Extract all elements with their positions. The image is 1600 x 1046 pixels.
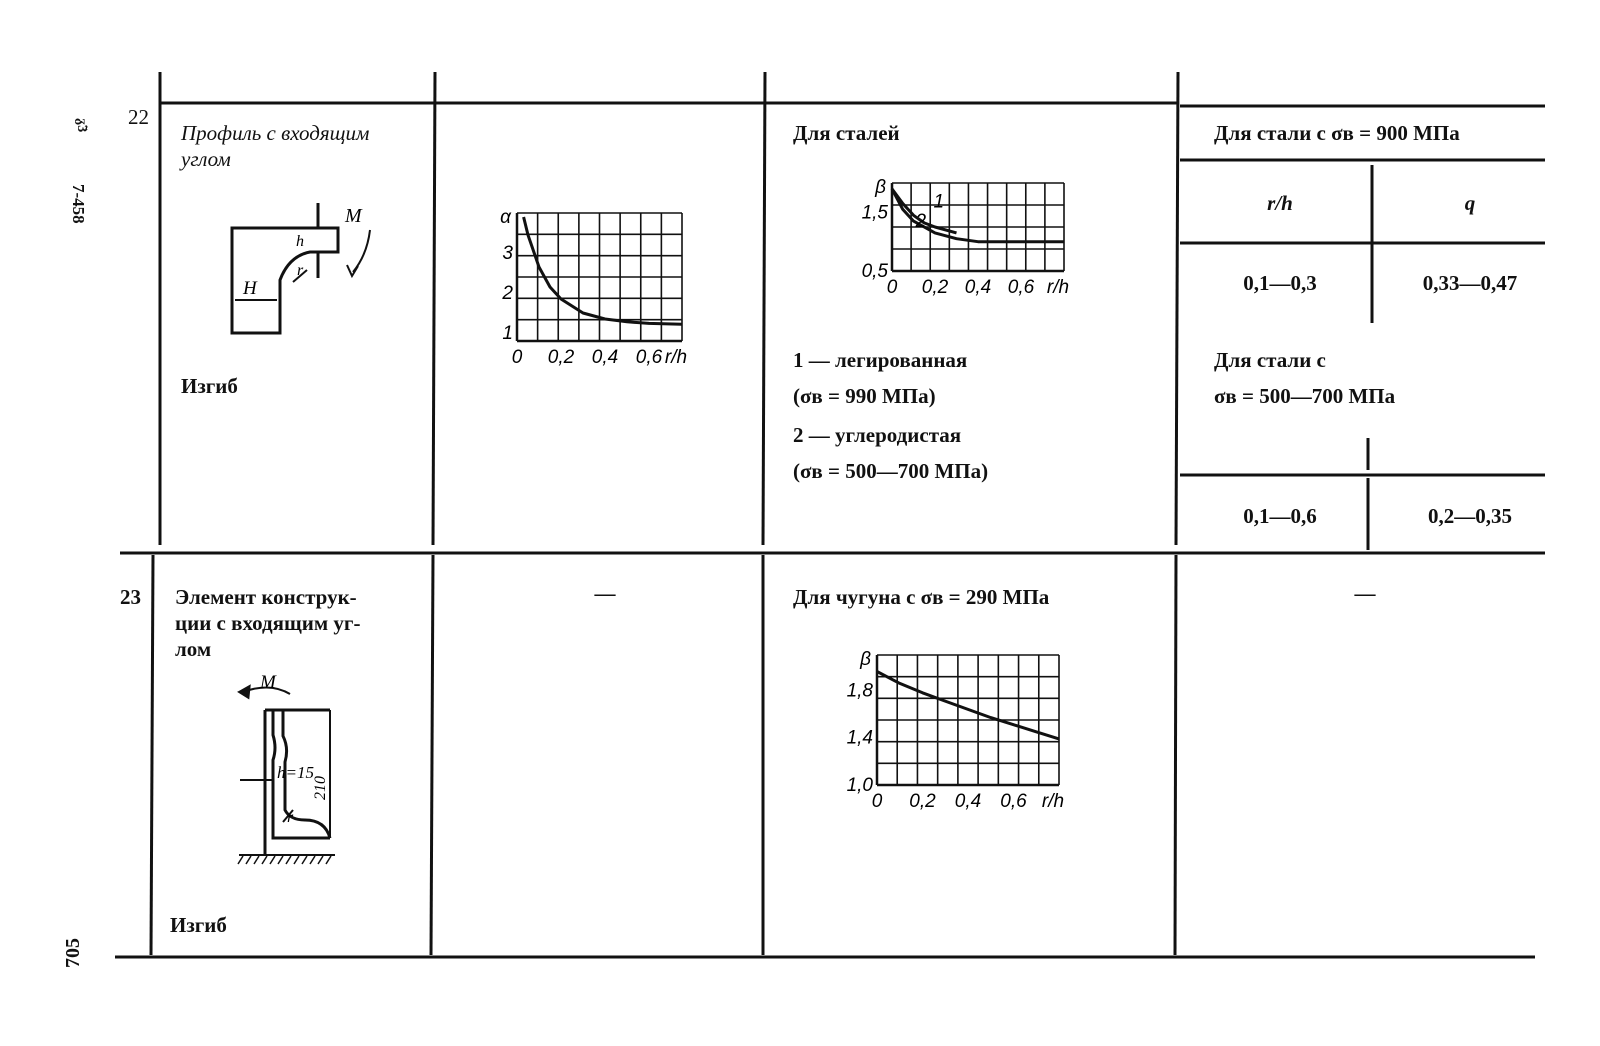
table1-cell-q: 0,33—0,47	[1422, 271, 1518, 295]
col4-dash: —	[1354, 581, 1376, 605]
element-title-cont: ции с входящим уг-	[175, 611, 361, 635]
series-label: 2	[915, 211, 927, 233]
legend-2: 2 — углеродистая	[793, 423, 962, 447]
figure-label-dim: 210	[312, 776, 329, 800]
figure-label-r: r	[287, 809, 294, 826]
x-tick-label: 0,6	[1000, 791, 1027, 812]
element-title: Элемент конструк-	[175, 585, 357, 609]
table1-cell-rh: 0,1—0,3	[1243, 271, 1317, 295]
profile-figure	[225, 200, 405, 350]
x-tick-label: 0,6	[1007, 277, 1035, 298]
x-tick-label: 0,4	[964, 277, 992, 298]
x-tick-label: 0	[871, 791, 883, 812]
chart-beta-steel	[861, 175, 1100, 305]
y-tick-label: 1	[502, 323, 513, 344]
figure-label-h: h=15	[277, 763, 314, 782]
figure-label-big-h: H	[243, 278, 257, 299]
y-tick-label: 2	[502, 283, 513, 304]
x-tick-label: 0	[886, 277, 898, 298]
y-tick-label: 1,4	[846, 727, 873, 749]
figure-label-r: r	[297, 262, 304, 279]
steel-heading: Для сталей	[793, 121, 900, 145]
row-number: 22	[128, 105, 149, 129]
x-tick-label: 0,4	[591, 347, 619, 368]
y-tick-label: 0,5	[861, 261, 888, 282]
steel-500-heading-cont: σв = 500—700 МПа	[1214, 384, 1396, 408]
y-tick-label: 1,5	[861, 202, 888, 224]
series-line-1	[877, 672, 1059, 739]
x-tick-label: 0,6	[635, 347, 663, 368]
col2-dash: —	[594, 581, 616, 605]
element-title: Профиль с входящим	[181, 121, 370, 145]
series-label: 1	[933, 191, 945, 213]
cast-iron-heading: Для чугуна с σв = 290 МПа	[793, 585, 1050, 609]
steel-500-heading: Для стали с	[1214, 348, 1326, 372]
table2-cell-q: 0,2—0,35	[1428, 504, 1512, 528]
y-axis-label: β	[875, 177, 886, 198]
y-tick-label: 1,8	[846, 680, 873, 702]
x-tick-label: 0,2	[547, 347, 575, 368]
table2-cell-rh: 0,1—0,6	[1243, 504, 1317, 528]
x-axis-label: r/h	[664, 347, 688, 368]
chart-beta-cast-iron	[846, 649, 1085, 830]
chart-alpha	[495, 205, 725, 385]
page-number: 705	[62, 938, 84, 968]
load-type: Изгиб	[170, 913, 227, 937]
figure-label-h: h	[296, 233, 304, 250]
legend-2-sub: (σв = 500—700 МПа)	[793, 459, 989, 483]
margin-mark: ᵹ̃3	[74, 118, 89, 133]
steel-900-heading: Для стали с σв = 900 МПа	[1214, 121, 1460, 145]
x-axis-label: r/h	[1041, 791, 1065, 812]
doc-number: 7-458	[69, 184, 88, 224]
x-tick-label: 0,2	[909, 791, 936, 812]
element-title-cont: углом	[181, 147, 231, 171]
y-axis-label: β	[860, 649, 871, 670]
series-line-1	[524, 217, 682, 324]
x-axis-label: r/h	[1046, 277, 1070, 298]
legend-1-sub: (σв = 990 МПа)	[793, 384, 936, 408]
figure-label-m: M	[260, 672, 276, 693]
element-figure	[235, 670, 375, 870]
figure-label-m: M	[345, 205, 362, 227]
y-tick-label: 1,0	[846, 775, 873, 796]
y-tick-label: 3	[502, 243, 513, 264]
x-tick-label: 0,2	[921, 277, 949, 298]
element-title-cont2: лом	[175, 637, 212, 661]
table-header-q: q	[1464, 191, 1476, 215]
load-type: Изгиб	[181, 374, 238, 398]
row-number: 23	[120, 585, 141, 609]
table-header-rh: r/h	[1267, 191, 1293, 215]
y-axis-label: α	[500, 207, 511, 228]
legend-1: 1 — легированная	[793, 348, 968, 372]
x-tick-label: 0	[511, 347, 523, 368]
x-tick-label: 0,4	[954, 791, 982, 812]
